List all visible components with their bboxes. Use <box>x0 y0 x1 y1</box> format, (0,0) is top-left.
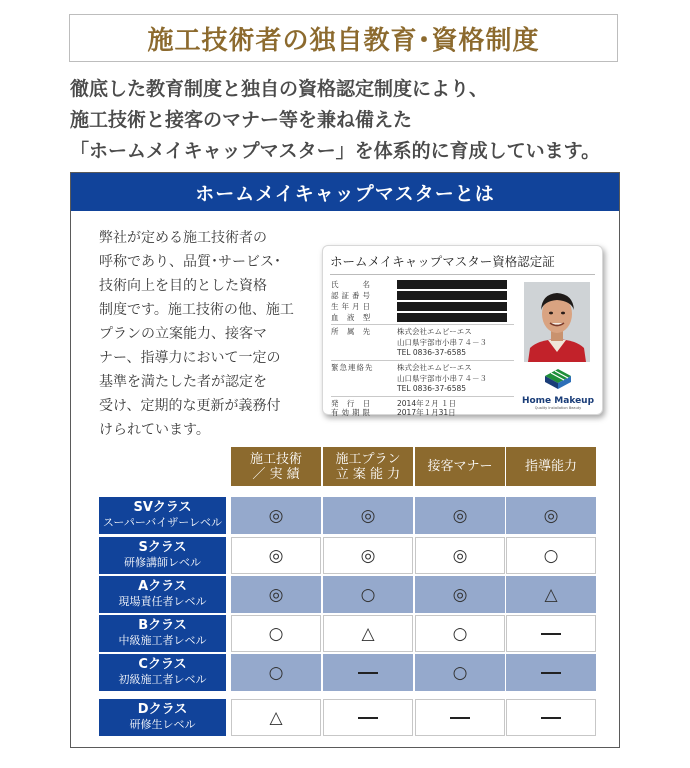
redacted-bar <box>397 291 507 300</box>
rating-dash <box>541 672 561 674</box>
rating-cell <box>323 497 413 534</box>
rating-mark: ◎ <box>268 505 284 526</box>
card-divider <box>331 360 514 361</box>
class-name: Dクラス <box>137 702 188 717</box>
rating-cell <box>415 699 505 736</box>
card-value: 株式会社エムビーエス <box>397 327 472 336</box>
class-row-label <box>99 654 226 691</box>
rating-cell <box>231 497 321 534</box>
rating-mark: ○ <box>268 623 284 644</box>
redacted-bar <box>397 313 507 322</box>
class-name: Aクラス <box>138 579 187 594</box>
class-name: Cクラス <box>138 657 187 672</box>
logo-tagline: Quality Installation Beauty <box>534 406 582 410</box>
card-value: 山口県宇部市小串７４－３ <box>397 374 487 383</box>
class-level: 研修生レベル <box>129 718 196 731</box>
rating-mark: ○ <box>452 623 468 644</box>
rating-cell <box>506 654 596 691</box>
rating-cell <box>415 576 505 613</box>
redacted-bar <box>397 280 507 289</box>
rating-dash <box>358 717 378 719</box>
card-value: TEL 0836-37-6585 <box>397 348 467 357</box>
cube-logo-icon <box>541 368 575 390</box>
rating-dash <box>450 717 470 719</box>
header-line: 立 案 能 力 <box>335 466 401 482</box>
class-row-label <box>99 576 226 613</box>
description-line: 制度です。施工技術の他、施工 <box>99 302 294 318</box>
panel-header <box>71 173 619 211</box>
rating-mark: △ <box>361 623 375 644</box>
card-label: 緊急連絡先 <box>331 363 374 372</box>
rating-cell <box>415 537 505 574</box>
intro-line: 施工技術と接客のマナー等を兼ね備えた <box>70 109 413 131</box>
card-label: 所 属 先 <box>331 327 374 336</box>
description-line: 技術向上を目的とした資格 <box>99 278 267 294</box>
description-line: プランの立案能力、接客マ <box>99 326 267 342</box>
logo-name: Home Makeup <box>521 396 595 406</box>
rating-mark: ◎ <box>360 545 376 566</box>
certificate-title: ホームメイキャップマスター資格認定証 <box>330 252 595 275</box>
rating-mark: ○ <box>543 545 559 566</box>
certificate-card <box>322 245 603 415</box>
rating-cell <box>506 497 596 534</box>
card-value: 株式会社エムビーエス <box>397 363 472 372</box>
rating-mark: △ <box>544 584 558 605</box>
rating-cell <box>506 615 596 652</box>
card-divider <box>331 396 514 397</box>
rating-cell <box>231 576 321 613</box>
rating-cell <box>506 537 596 574</box>
class-level: 初級施工者レベル <box>118 673 207 686</box>
rating-cell <box>231 537 321 574</box>
class-level: 研修講師レベル <box>124 556 201 569</box>
page-title: 施工技術者の独自教育･資格制度 <box>147 25 540 56</box>
rating-cell <box>506 699 596 736</box>
description-line: けられています。 <box>99 422 210 438</box>
table-column-header <box>231 447 321 486</box>
class-level: スーパーバイザーレベル <box>102 516 223 529</box>
class-name: Bクラス <box>138 618 187 633</box>
portrait-photo <box>524 282 590 362</box>
title-box <box>69 14 618 62</box>
rating-cell <box>231 654 321 691</box>
rating-mark: △ <box>269 707 283 728</box>
rating-mark: ◎ <box>268 584 284 605</box>
table-column-header <box>506 447 596 486</box>
class-level: 中級施工者レベル <box>118 634 207 647</box>
rating-dash <box>541 717 561 719</box>
description-line: 弊社が定める施工技術者の <box>99 230 267 246</box>
rating-dash <box>358 672 378 674</box>
rating-mark: ◎ <box>452 545 468 566</box>
rating-cell <box>323 654 413 691</box>
description-line: 呼称であり、品質･サービス･ <box>99 254 281 270</box>
card-label: 生年月日 <box>331 302 373 311</box>
header-line: ／ 実 績 <box>252 466 300 482</box>
class-row-label <box>99 537 226 574</box>
card-divider <box>331 324 514 325</box>
rating-cell <box>231 615 321 652</box>
rating-mark: ◎ <box>452 584 468 605</box>
company-logo <box>519 368 597 408</box>
rating-mark: ○ <box>268 662 284 683</box>
header-line: 施工技術 <box>249 451 302 467</box>
class-row-label <box>99 699 226 736</box>
rating-cell <box>506 576 596 613</box>
rating-cell <box>323 576 413 613</box>
rating-mark: ◎ <box>543 505 559 526</box>
rating-mark: ○ <box>452 662 468 683</box>
rating-cell <box>323 699 413 736</box>
rating-mark: ○ <box>360 584 376 605</box>
rating-mark: ◎ <box>360 505 376 526</box>
class-level: 現場責任者レベル <box>118 595 207 608</box>
header-line: 接客マナー <box>427 459 493 474</box>
rating-cell <box>231 699 321 736</box>
card-label: 血 液 型 <box>331 313 374 322</box>
card-label: 有効期限 <box>331 408 373 417</box>
class-name: SVクラス <box>133 500 192 515</box>
description-line: 受け、定期的な更新が義務付 <box>99 398 281 414</box>
intro-text <box>70 74 630 167</box>
rating-cell <box>415 615 505 652</box>
portrait-illustration <box>524 282 590 362</box>
master-panel <box>70 172 620 748</box>
intro-line: 徹底した教育制度と独自の資格認定制度により、 <box>70 78 489 100</box>
table-column-header <box>415 447 505 486</box>
card-label: 氏 名 <box>331 280 373 289</box>
rating-cell <box>323 537 413 574</box>
rating-cell <box>415 654 505 691</box>
rating-cell <box>323 615 413 652</box>
card-value: 2017年１月31日 <box>397 408 456 417</box>
intro-line: 「ホームメイキャップマスター」を体系的に育成しています。 <box>70 140 601 162</box>
card-value: 山口県宇部市小串７４－３ <box>397 338 487 347</box>
rating-dash <box>541 633 561 635</box>
header-line: 施工プラン <box>335 451 401 467</box>
class-row-label <box>99 497 226 534</box>
description-line: 基準を満たした者が認定を <box>99 374 267 390</box>
card-label: 認証番号 <box>331 291 373 300</box>
rating-cell <box>415 497 505 534</box>
redacted-bar <box>397 302 507 311</box>
rating-mark: ◎ <box>452 505 468 526</box>
class-row-label <box>99 615 226 652</box>
class-name: Sクラス <box>138 540 187 555</box>
card-label: 発 行 日 <box>331 399 374 408</box>
panel-description <box>99 226 311 442</box>
description-line: ナー、指導力において一定の <box>99 350 281 366</box>
card-value: 2014年２月 １日 <box>397 399 456 408</box>
panel-heading: ホームメイキャップマスターとは <box>195 182 495 205</box>
table-column-header <box>323 447 413 486</box>
card-value: TEL 0836-37-6585 <box>397 384 467 393</box>
rating-mark: ◎ <box>268 545 284 566</box>
header-line: 指導能力 <box>524 459 577 474</box>
